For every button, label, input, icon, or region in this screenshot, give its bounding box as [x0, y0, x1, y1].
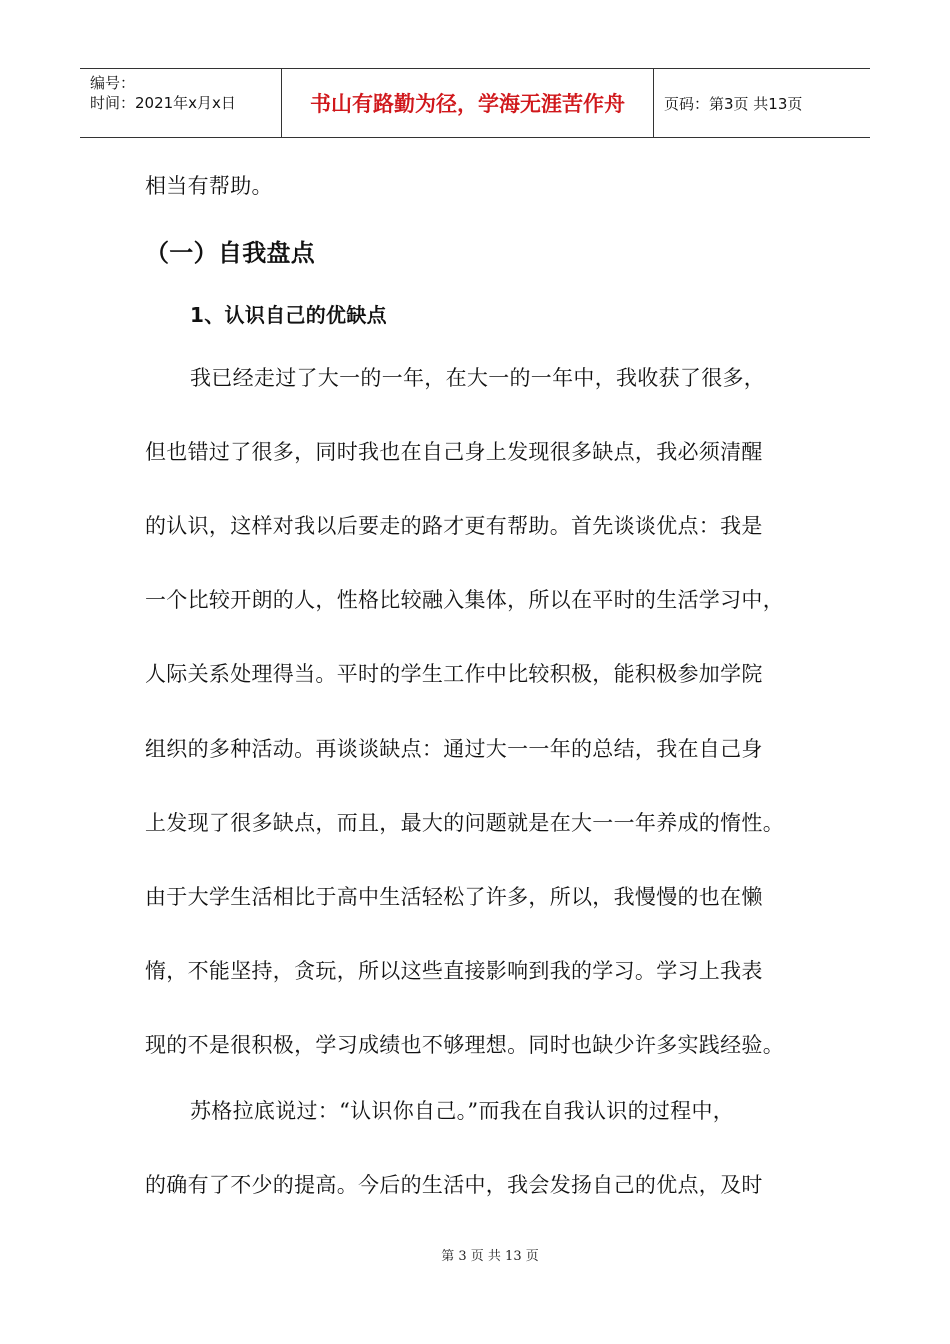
page-number-cell	[654, 69, 870, 137]
body-line: 的认识，这样对我以后要走的路才更有帮助。首先谈谈优点：我是	[145, 514, 763, 538]
motto-cell	[282, 69, 654, 137]
body-line: 人际关系处理得当。平时的学生工作中比较积极，能积极参加学院	[145, 662, 763, 686]
body-line: 但也错过了很多，同时我也在自己身上发现很多缺点，我必须清醒	[145, 440, 763, 464]
body-line: 一个比较开朗的人，性格比较融入集体，所以在平时的生活学习中，	[145, 588, 784, 612]
header-table	[80, 68, 870, 138]
body-line: 的确有了不少的提高。今后的生活中，我会发扬自己的优点，及时	[145, 1173, 763, 1197]
body-line: 相当有帮助。	[145, 174, 273, 198]
section-heading: （一）自我盘点	[145, 239, 316, 267]
body-line: 我已经走过了大一的一年，在大一的一年中，我收获了很多，	[190, 366, 766, 390]
body-line: 现的不是很积极，学习成绩也不够理想。同时也缺少许多实践经验。	[145, 1033, 784, 1057]
body-line: 苏格拉底说过：“认识你自己。”而我在自我认识的过程中，	[190, 1099, 735, 1123]
subsection-heading: 1、认识自己的优缺点	[190, 303, 387, 327]
body-line: 由于大学生活相比于高中生活轻松了许多，所以，我慢慢的也在懒	[145, 885, 763, 909]
footer-page-number: 第 3 页 共 13 页	[441, 1249, 539, 1264]
date-label: 时间：2021年x月x日	[90, 94, 236, 112]
number-label: 编号：	[90, 74, 136, 92]
body-line: 惰，不能坚持，贪玩，所以这些直接影响到我的学习。学习上我表	[145, 959, 763, 983]
page-footer	[0, 1245, 950, 1264]
body-line: 上发现了很多缺点，而且，最大的问题就是在大一一年养成的惰性。	[145, 811, 784, 835]
body-line: 组织的多种活动。再谈谈缺点：通过大一一年的总结，我在自己身	[145, 737, 763, 761]
header-info-cell	[80, 69, 282, 137]
motto-text: 书山有路勤为径，学海无涯苦作舟	[310, 92, 625, 116]
page-number-label: 页码：第3页 共13页	[664, 94, 803, 113]
